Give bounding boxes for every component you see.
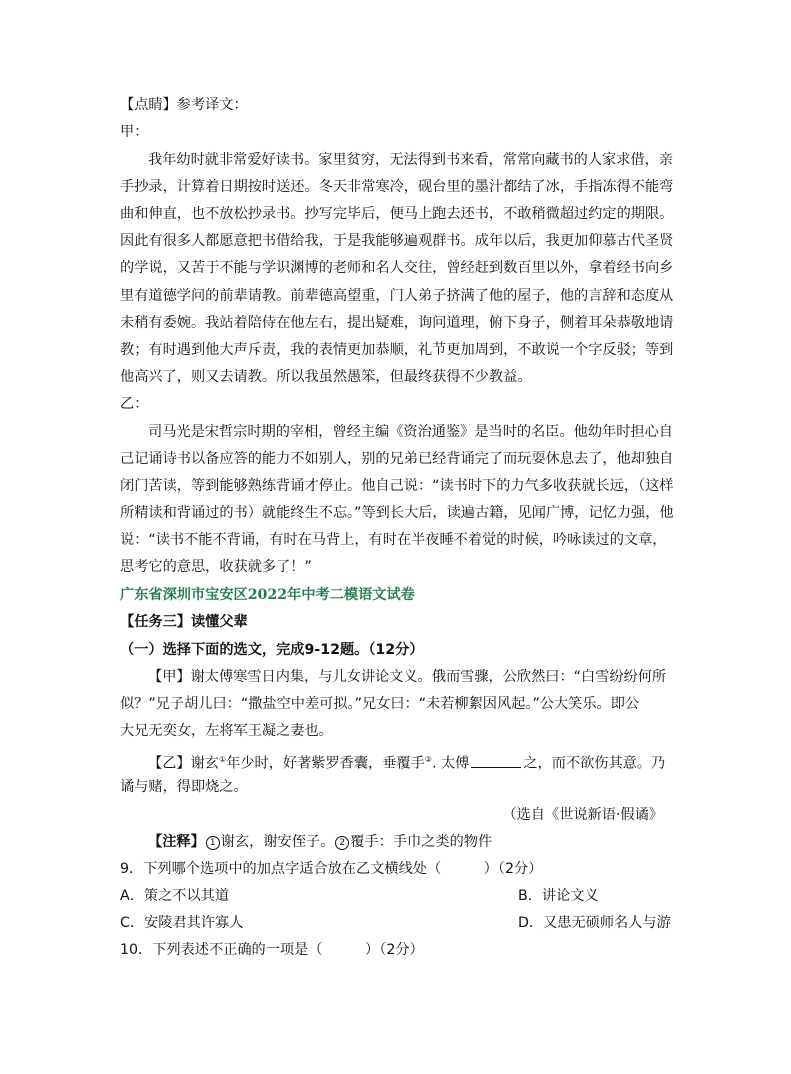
text-line: 思考它的意思，收获就多了！” (120, 559, 312, 575)
note-text: 覆手：手巾之类的物件 (350, 834, 493, 850)
text-line: 己记诵诗书以备应答的能力不如别人，别的兄弟已经背诵完了而玩耍休息去了，他却独自 (120, 451, 674, 467)
text-line: 似？”兄子胡儿曰：“撒盐空中差可拟。”兄女曰：“未若柳絮因风起。”公大笑乐。即公 (120, 696, 640, 712)
text-line: 里有道德学问的前辈请教。前辈德高望重，门人弟子挤满了他的屋子，他的言辞和态度从 (120, 288, 674, 304)
text-line: 未稍有委婉。我站着陪侍在他左右，提出疑难，询问道理，俯下身子，侧着耳朵恭敬地请 (120, 315, 674, 331)
text-line: 的学说，又苦于不能与学识渊博的老师和名人交往，曾经赶到数百里以外，拿着经书向乡 (120, 260, 674, 276)
option-a[interactable]: A．策之不以其道 (120, 888, 230, 904)
text-span: 【乙】谢玄 (148, 755, 219, 772)
text-span: . 太傅 (431, 755, 470, 772)
option-c[interactable]: C．安陵君其许寡人 (120, 915, 244, 931)
text-line: 所精读和背诵过的书）就能终生不忘。”等到长大后，读遍古籍，见闻广博，记忆力强，他 (120, 505, 674, 521)
jia-label: 甲： (120, 124, 149, 140)
text-line: 谲与赌，得即烧之。 (120, 779, 248, 795)
task-heading: 【任务三】读懂父辈 (120, 614, 248, 630)
text-line: 【甲】谢太傅寒雪日内集，与儿女讲论文义。俄而雪骤，公欣然曰：“白雪纷纷何所 (148, 669, 667, 685)
footnote-marker: ② (424, 755, 432, 764)
text-line: 闭门苦读，等到能够熟练背诵才停止。他自己说：“读书时下的力气多收获就长远，（这样 (120, 478, 674, 494)
reference-heading: 【点睛】参考译文： (120, 97, 248, 113)
text-line: 曲和伸直，也不放松抄录书。抄写完毕后，便马上跑去还书，不敢稍微超过约定的期限。 (120, 206, 674, 222)
text-line: 大兄无奕女，左将军王凝之妻也。 (120, 723, 333, 739)
yi-label: 乙： (120, 396, 149, 412)
text-line (148, 750, 665, 774)
notes (148, 832, 492, 852)
options-row (120, 886, 599, 906)
option-d[interactable]: D．又患无硕师名人与游 (518, 915, 671, 931)
text-line: 说：“读书不能不背诵，有时在马背上，有时在半夜睡不着觉的时候，吟咏读过的文章， (120, 532, 667, 548)
question-9: 9．下列哪个选项中的加点字适合放在乙文横线处（ ）（2分） (120, 861, 543, 877)
circled-number: 2 (335, 836, 349, 850)
answer-blank[interactable] (471, 753, 521, 768)
text-line: 我年幼时就非常爱好读书。家里贫穷，无法得到书来看，常常向藏书的人家求借，亲 (148, 152, 673, 168)
option-b[interactable]: B．讲论文义 (518, 888, 599, 904)
note-text: 谢玄，谢安侄子。 (220, 834, 335, 850)
section-heading: （一）选择下面的选文，完成9-12题。（12分） (120, 642, 424, 658)
text-line: 手抄录，计算着日期按时送还。冬天非常寒冷，砚台里的墨汁都结了冰，手指冻得不能弯 (120, 179, 674, 195)
exam-source-title: 广东省深圳市宝安区2022年中考二模语文试卷 (120, 587, 415, 603)
question-10: 10．下列表述不正确的一项是（ ）（2分） (120, 942, 424, 958)
text-span: 年少时，好著紫罗香囊，垂覆手 (226, 755, 425, 772)
text-line: 因此有很多人都愿意把书借给我，于是我能够遍观群书。成年以后，我更加仰慕古代圣贤 (120, 233, 674, 249)
footnote-marker: ① (218, 755, 227, 764)
circled-number: 1 (206, 836, 220, 850)
text-line: 教；有时遇到他大声斥责，我的表情更加恭顺，礼节更加周到，不敢说一个字反驳；等到 (120, 342, 674, 358)
options-row (120, 913, 671, 933)
notes-label: 【注释】 (148, 834, 205, 850)
text-line: 他高兴了，则又去请教。所以我虽然愚笨，但最终获得不少教益。 (120, 369, 532, 385)
text-span: 之，而不欲伤其意。乃 (523, 755, 666, 772)
source-note: （选自《世说新语·假谲》 (502, 807, 663, 823)
text-line: 司马光是宋哲宗时期的宰相，曾经主编《资治通鉴》是当时的名臣。他幼年时担心自 (148, 424, 673, 440)
